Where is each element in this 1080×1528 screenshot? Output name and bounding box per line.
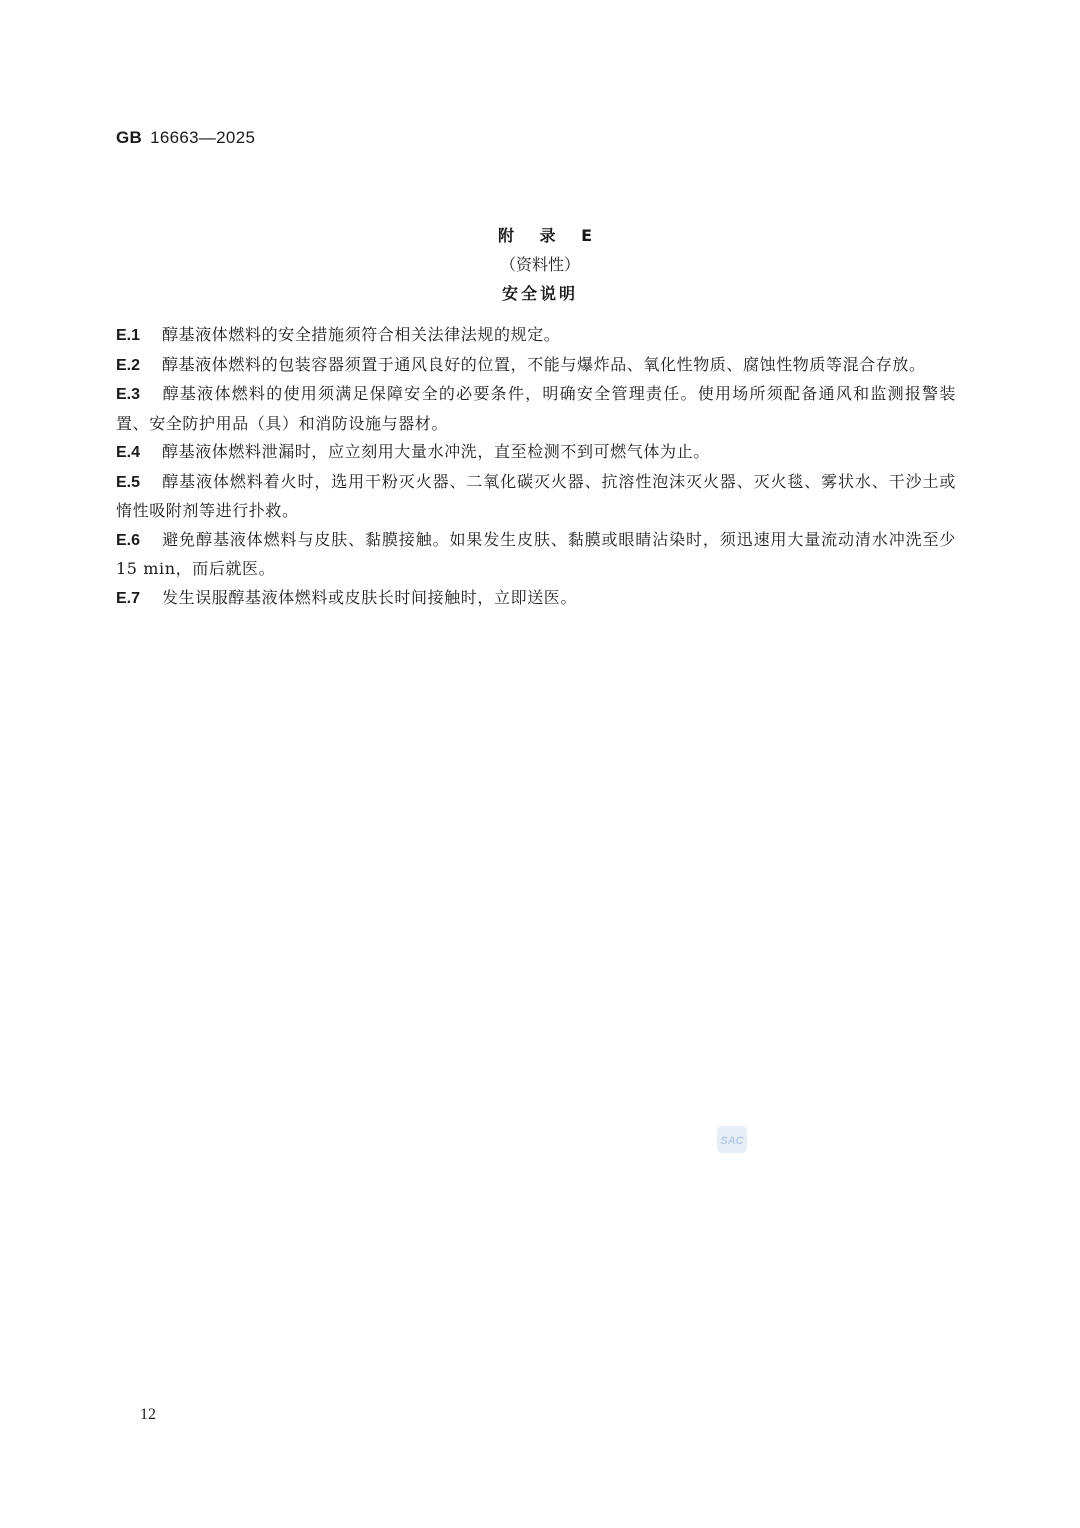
standard-header	[116, 128, 255, 148]
clause-number: E.5	[116, 473, 141, 491]
clause-number: E.3	[116, 386, 141, 403]
sac-logo-icon	[717, 1126, 747, 1153]
clause-e4	[116, 438, 956, 468]
clause-e2	[116, 351, 956, 381]
annex-label: 附 录 E	[497, 226, 603, 245]
clause-text: 醇基液体燃料的使用须满足保障安全的必要条件，明确安全管理责任。使用场所须配备通风和监测报警装置、安全防护用品（具）和消防设施与器材。	[116, 384, 956, 433]
clause-text: 醇基液体燃料的包装容器须置于通风良好的位置，不能与爆炸品、氧化性物质、腐蚀性物质等混合存放。	[162, 354, 926, 374]
clause-number: E.4	[116, 444, 141, 461]
clause-e3	[116, 380, 956, 438]
sac-watermark-glyph	[718, 1132, 746, 1148]
standard-prefix: GB	[116, 128, 143, 147]
clause-text: 避免醇基液体燃料与皮肤、黏膜接触。如果发生皮肤、黏膜或眼睛沾染时，须迅速用大量流动清水冲洗至少 15 min，而后就医。	[116, 529, 956, 578]
standard-number: 16663—2025	[150, 128, 256, 147]
clause-number: E.2	[116, 356, 141, 374]
annex-title: 安全说明	[501, 284, 578, 303]
clause-number: E.7	[116, 589, 141, 607]
clause-number: E.1	[116, 327, 141, 344]
annex-nature: （资料性）	[499, 255, 580, 274]
clause-text: 醇基液体燃料泄漏时，应立刻用大量水冲洗，直至检测不到可燃气体为止。	[162, 442, 710, 461]
watermark-text: SAC	[720, 1134, 744, 1147]
clause-e5	[116, 468, 956, 526]
clause-e7	[116, 584, 956, 614]
clause-e1	[116, 321, 956, 351]
page-number: 12	[140, 1406, 156, 1423]
clause-text: 发生误服醇基液体燃料或皮肤长时间接触时，立即送医。	[162, 587, 578, 607]
clause-text: 醇基液体燃料的安全措施须符合相关法律法规的规定。	[162, 325, 561, 344]
clause-e6	[116, 526, 956, 584]
clause-text: 醇基液体燃料着火时，选用干粉灭火器、二氧化碳灭火器、抗溶性泡沫灭火器、灭火毯、雾状水、干沙土或惰性吸附剂等进行扑救。	[116, 471, 956, 520]
clause-number: E.6	[116, 531, 141, 549]
clause-list	[116, 321, 956, 613]
